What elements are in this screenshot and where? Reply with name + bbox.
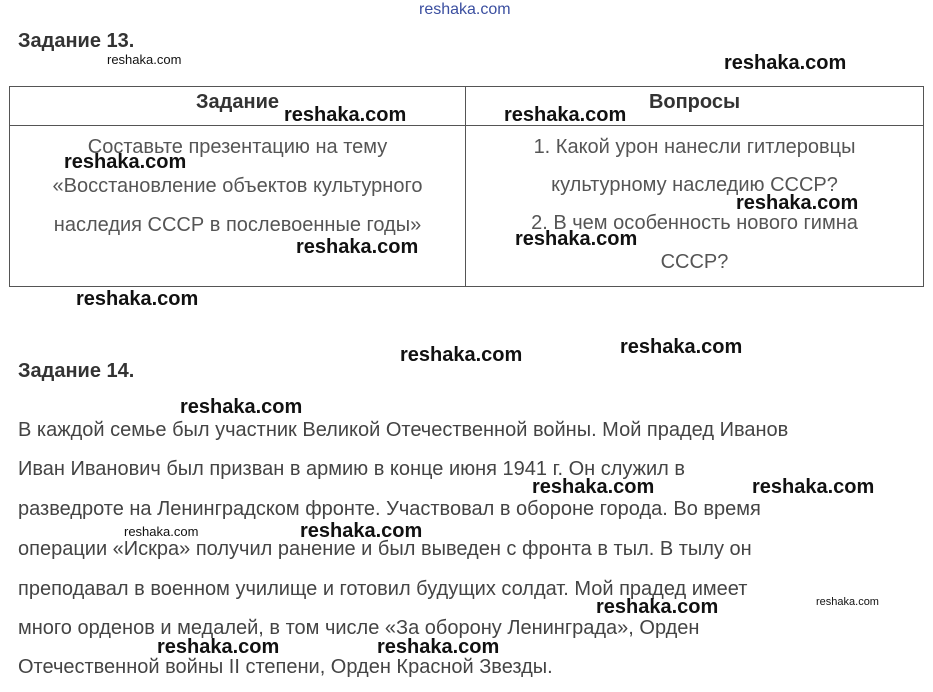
watermark: reshaka.com [419, 1, 511, 18]
question-line: 1. Какой урон нанесли гитлеровцы [533, 136, 856, 158]
watermark: reshaka.com [377, 636, 500, 658]
column-header-questions: Вопросы [466, 87, 924, 126]
question-line: СССР? [660, 251, 729, 273]
table-header-row [10, 87, 924, 126]
paragraph-line: Иван Иванович был призван в армию в конце июня 1941 г. Он служил в [18, 458, 686, 480]
task-13-heading: Задание 13. [18, 30, 135, 52]
task-14-heading: Задание 14. [18, 360, 135, 382]
watermark: reshaka.com [752, 476, 875, 498]
column-header-task: Задание [10, 87, 466, 126]
question-line: культурному наследию СССР? [551, 174, 838, 196]
watermark: reshaka.com [124, 524, 199, 539]
task-line: наследия СССР в послевоенные годы» [53, 214, 422, 236]
question-line: 2. В чем особенность нового гимна [531, 212, 858, 234]
watermark: reshaka.com [284, 104, 407, 126]
watermark: reshaka.com [620, 336, 743, 358]
task-line: Составьте презентацию на тему [87, 136, 388, 158]
watermark: reshaka.com [157, 636, 280, 658]
watermark: reshaka.com [76, 288, 199, 310]
watermark: reshaka.com [296, 236, 419, 258]
watermark: reshaka.com [816, 596, 879, 608]
watermark: reshaka.com [724, 52, 847, 74]
watermark: reshaka.com [400, 344, 523, 366]
paragraph-line: операции «Искра» получил ранение и был выведен с фронта в тыл. В тылу он [18, 538, 752, 560]
paragraph-line: В каждой семье был участник Великой Отечественной войны. Мой прадед Иванов [18, 419, 789, 441]
watermark: reshaka.com [180, 396, 303, 418]
watermark: reshaka.com [504, 104, 627, 126]
watermark: reshaka.com [596, 596, 719, 618]
watermark: reshaka.com [532, 476, 655, 498]
paragraph-line: много орденов и медалей, в том числе «За оборону Ленинграда», Орден [18, 617, 700, 639]
paragraph-line: Отечественной войны II степени, Орден Красной Звезды. [18, 656, 553, 678]
paragraph-line: разведроте на Ленинградском фронте. Участвовал в обороне города. Во время [18, 498, 761, 520]
task-13-table [9, 86, 924, 287]
watermark: reshaka.com [515, 228, 638, 250]
watermark: reshaka.com [107, 52, 182, 67]
task-cell [10, 126, 466, 287]
watermark: reshaka.com [300, 520, 423, 542]
watermark: reshaka.com [64, 151, 187, 173]
watermark: reshaka.com [736, 192, 859, 214]
task-line: «Восстановление объектов культурного [52, 175, 423, 197]
paragraph-line: преподавал в военном училище и готовил будущих солдат. Мой прадед имеет [18, 578, 748, 600]
